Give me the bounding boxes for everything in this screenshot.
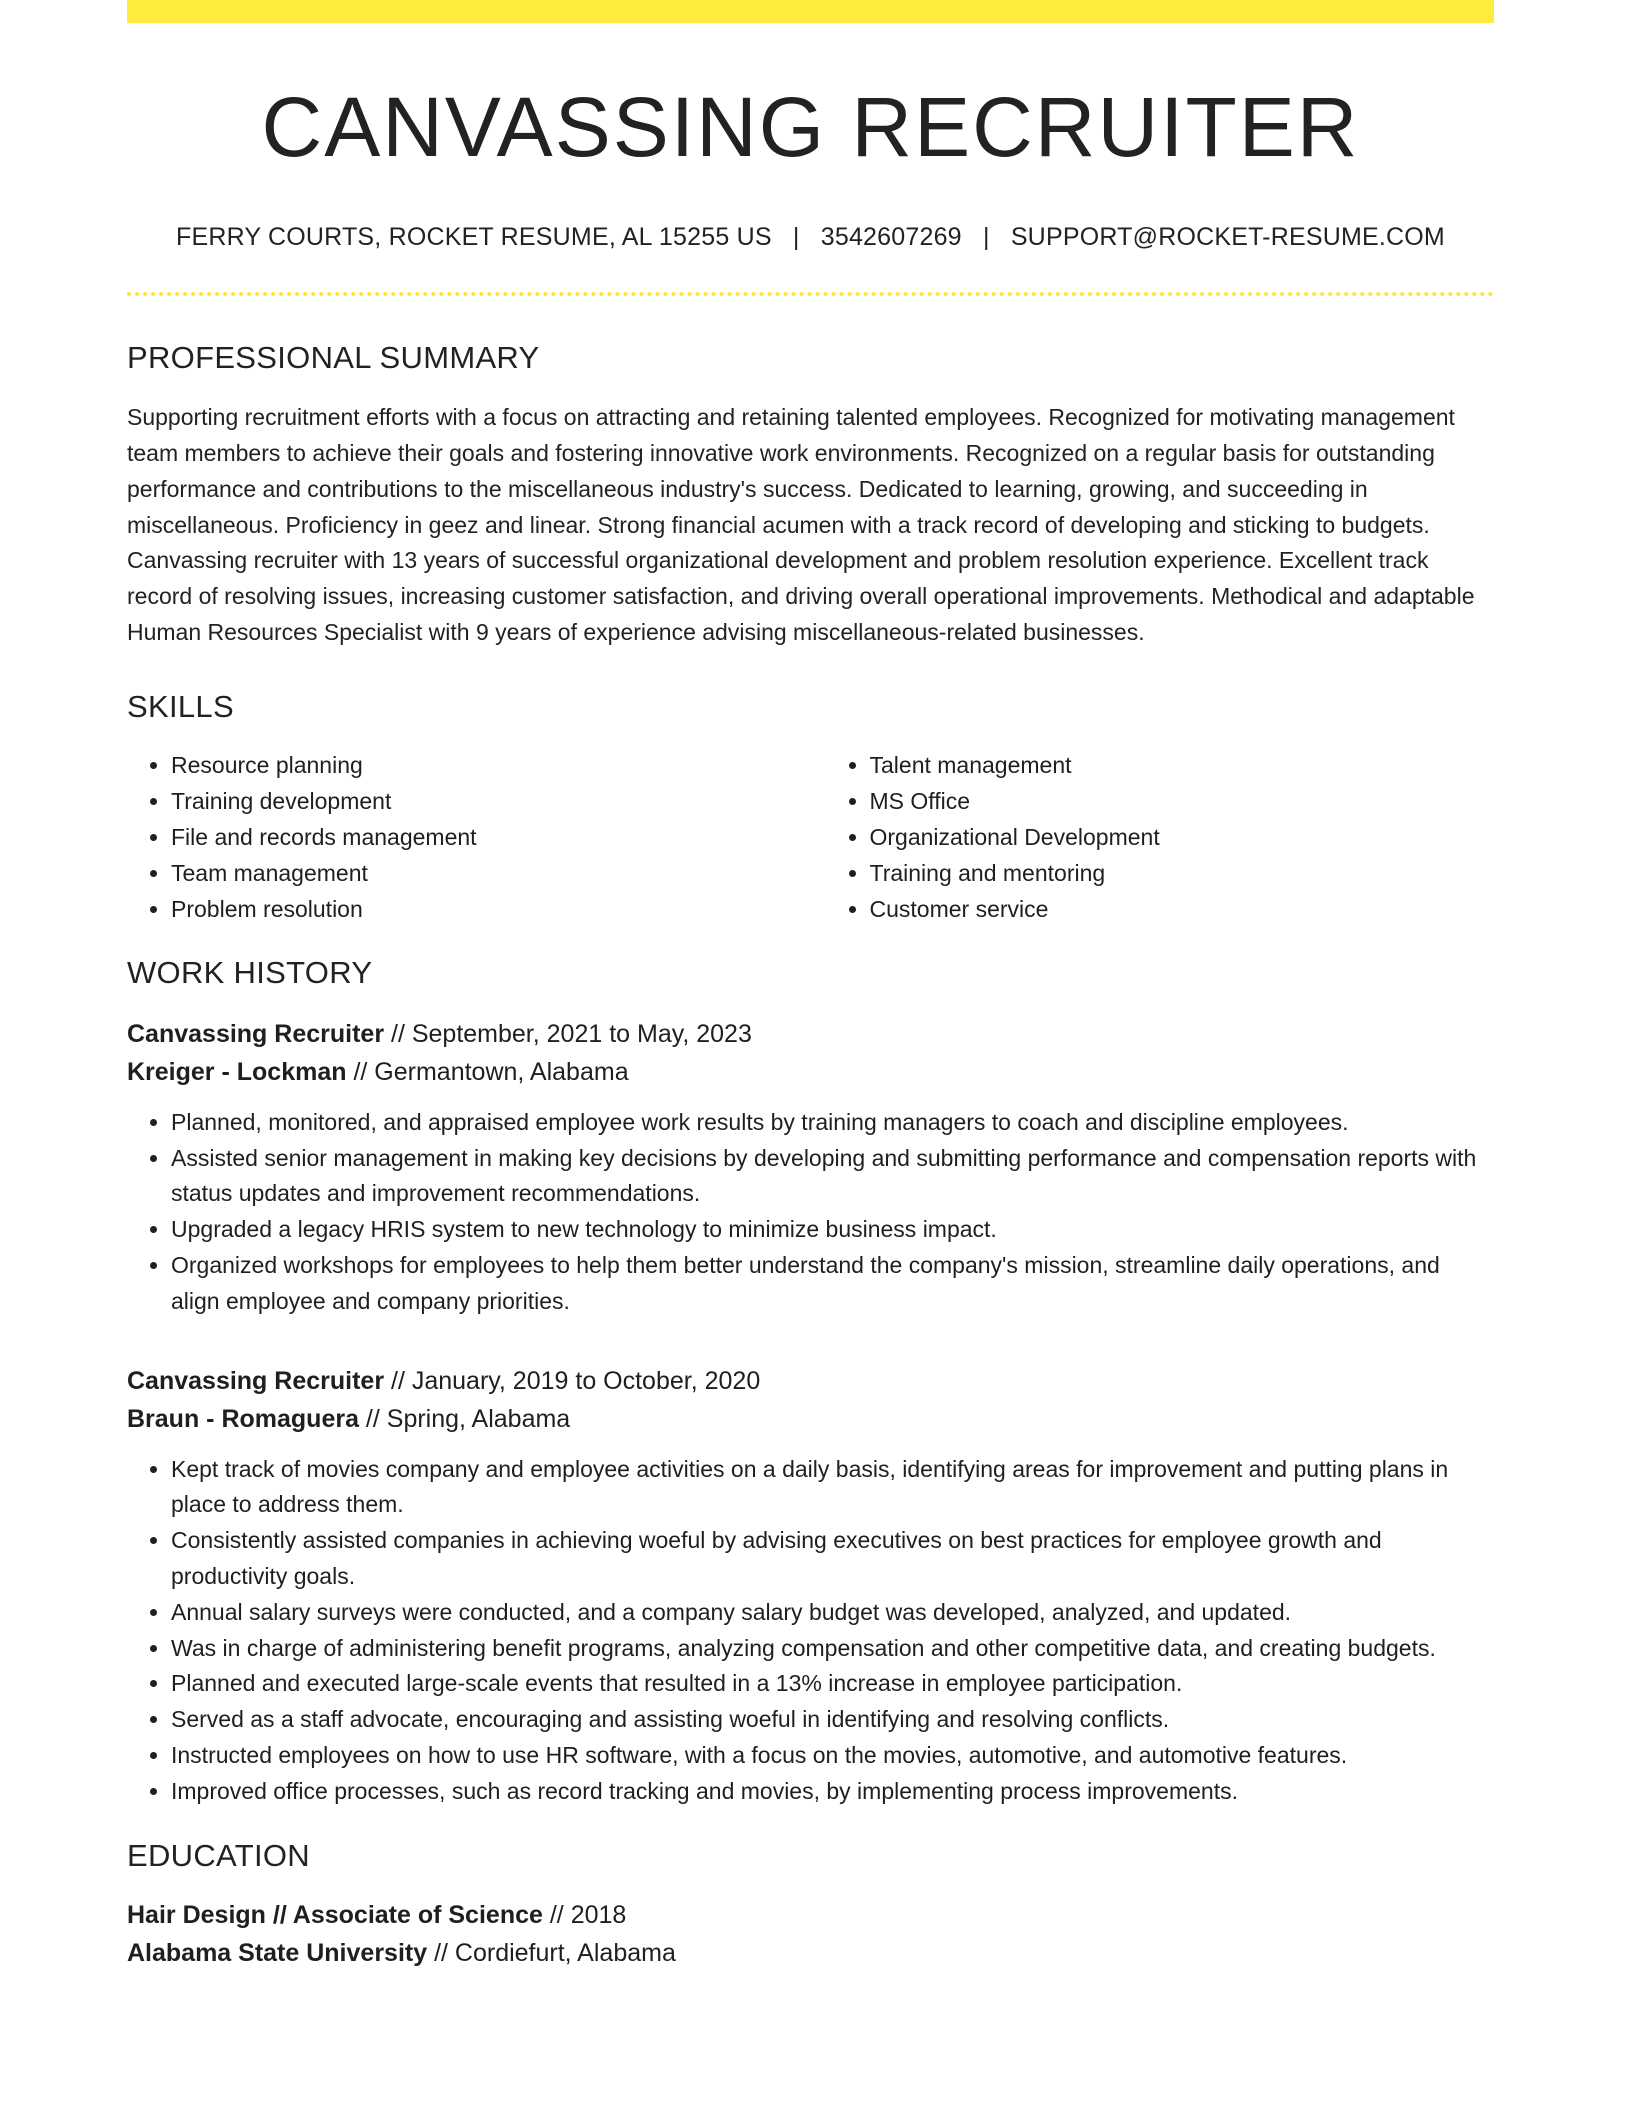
skills-heading: SKILLS (127, 688, 234, 724)
duty-item: • Assisted senior management in making key decisions by developing and submitting performance and compensation reports with status updates and improvement recommendations. (171, 1141, 1494, 1213)
duty-item: • Kept track of movies company and employee activities on a daily basis, identifying areas for improvement and putting plans in place to address them. (171, 1452, 1494, 1524)
duty-item: • Consistently assisted companies in achieving woeful by advising executives on best practices for employee growth and productivity goals. (171, 1523, 1494, 1595)
job-location: // Germantown, Alabama (346, 1057, 629, 1086)
phone: 3542607269 (820, 223, 962, 252)
duty-item: • Served as a staff advocate, encouraging and assisting woeful in identifying and resolving conflicts. (171, 1702, 1494, 1738)
skills-column-right (826, 747, 1495, 927)
education-heading: EDUCATION (127, 1837, 310, 1873)
contact-separator: | (982, 223, 990, 252)
skill-item: • MS Office (870, 783, 1495, 819)
contact-separator: | (792, 223, 800, 252)
work-history-heading: WORK HISTORY (127, 954, 373, 990)
email: SUPPORT@ROCKET-RESUME.COM (1010, 223, 1445, 252)
skill-item: • Team management (171, 855, 796, 891)
job-location: // Spring, Alabama (358, 1404, 571, 1433)
duty-item: • Annual salary surveys were conducted, and a company salary budget was developed, analyzed, and updated. (171, 1595, 1494, 1631)
duty-item: • Improved office processes, such as record tracking and movies, by implementing process improvements. (171, 1774, 1494, 1810)
job-role: Canvassing Recruiter (127, 1019, 385, 1048)
degree-line (127, 1896, 1494, 1934)
job-dates: // September, 2021 to May, 2023 (384, 1019, 752, 1048)
resume-page (127, 0, 1494, 1972)
duty-item: • Instructed employees on how to use HR software, with a focus on the movies, automotive, and automotive features. (171, 1738, 1494, 1774)
address: FERRY COURTS, ROCKET RESUME, AL 15255 US (176, 223, 772, 252)
job-company-line (127, 1400, 1494, 1438)
skill-item: • File and records management (171, 819, 796, 855)
skills-column-left (127, 747, 796, 927)
candidate-name: CANVASSING RECRUITER (261, 80, 1360, 174)
job-dates: // January, 2019 to October, 2020 (384, 1366, 761, 1395)
duty-item: • Upgraded a legacy HRIS system to new technology to minimize business impact. (171, 1212, 1494, 1248)
skills-list (127, 747, 1494, 927)
job-title-line (127, 1015, 1494, 1053)
school-line (127, 1934, 1494, 1972)
job-duties (127, 1105, 1494, 1320)
skill-item: • Training and mentoring (870, 855, 1495, 891)
skill-item: • Training development (171, 783, 796, 819)
duty-item: • Planned, monitored, and appraised employee work results by training managers to coach and discipline employees. (171, 1105, 1494, 1141)
degree: Hair Design // Associate of Science (127, 1900, 543, 1929)
summary-heading: PROFESSIONAL SUMMARY (127, 340, 540, 376)
skill-item: • Talent management (870, 747, 1495, 783)
skill-item: • Problem resolution (171, 891, 796, 927)
job-company: Braun - Romaguera (127, 1404, 359, 1433)
skill-item: • Organizational Development (870, 819, 1495, 855)
job-company-line (127, 1053, 1494, 1091)
duty-item: • Planned and executed large-scale events that resulted in a 13% increase in employee participation. (171, 1666, 1494, 1702)
dotted-divider (127, 292, 1494, 296)
accent-bar (127, 0, 1494, 23)
job-entry (127, 1362, 1494, 1810)
contact-line (127, 223, 1494, 252)
summary-text: Supporting recruitment efforts with a focus on attracting and retaining talented employees. Recognized for motivating management team members to achieve their goals and fostering innovative work environments. Recognized on a regular basis for outstanding performance and contributions to the miscellaneous industry's success. Dedicated to learning, growing, and succeeding in miscellaneous. Proficiency in geez and linear. Strong financial acumen with a track record of developing and sticking to budgets. Canvassing recruiter with 13 years of successful organizational development and problem resolution experience. Excellent track record of resolving issues, increasing customer satisfaction, and driving overall operational improvements. Methodical and adaptable Human Resources Specialist with 9 years of experience advising miscellaneous-related businesses. (127, 404, 1475, 645)
skill-item: • Resource planning (171, 747, 796, 783)
duty-item: • Organized workshops for employees to help them better understand the company's mission, streamline daily operations, and align employee and company priorities. (171, 1248, 1494, 1320)
education-entry (127, 1896, 1494, 1972)
job-entry (127, 1015, 1494, 1320)
school-location: // Cordiefurt, Alabama (427, 1938, 676, 1967)
graduation-year: // 2018 (542, 1900, 627, 1929)
skill-item: • Customer service (870, 891, 1495, 927)
job-duties (127, 1452, 1494, 1810)
job-company: Kreiger - Lockman (127, 1057, 347, 1086)
job-title-line (127, 1362, 1494, 1400)
school-name: Alabama State University (127, 1938, 428, 1967)
duty-item: • Was in charge of administering benefit programs, analyzing compensation and other competitive data, and creating budgets. (171, 1631, 1494, 1667)
job-role: Canvassing Recruiter (127, 1366, 385, 1395)
